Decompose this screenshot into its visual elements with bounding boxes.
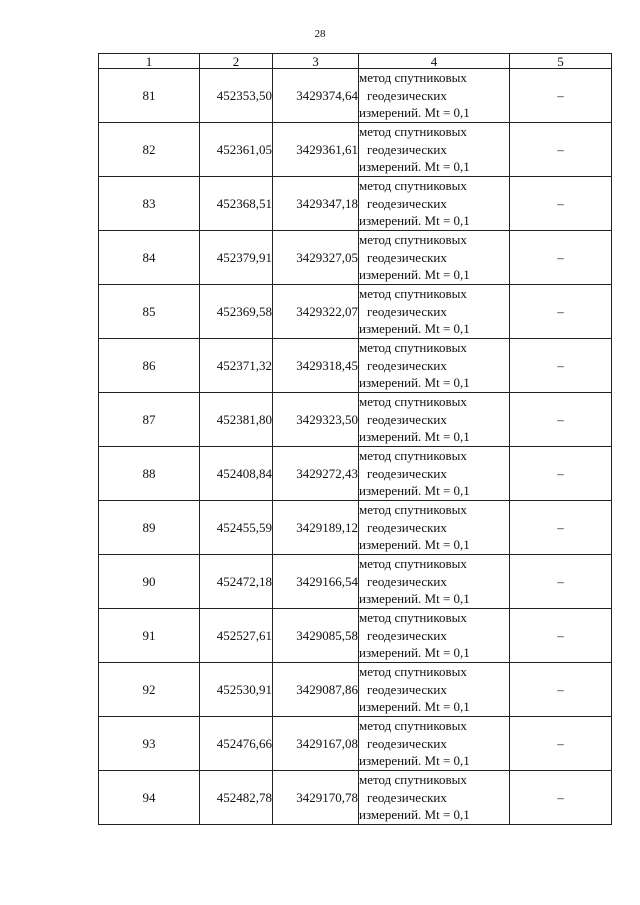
table-row bbox=[99, 663, 612, 717]
point-number: 88 bbox=[99, 447, 200, 501]
table-row bbox=[99, 609, 612, 663]
determination-method bbox=[359, 609, 510, 663]
coordinate-y: 3429167,08 bbox=[273, 717, 359, 771]
method-line-3: измерений. Mt = 0,1 bbox=[359, 807, 470, 823]
method-line-2: геодезических bbox=[367, 411, 447, 427]
column-5-value: – bbox=[510, 231, 612, 285]
coordinate-x: 452527,61 bbox=[200, 609, 273, 663]
column-header-2: 2 bbox=[200, 54, 273, 69]
coordinate-x: 452368,51 bbox=[200, 177, 273, 231]
column-5-value: – bbox=[510, 285, 612, 339]
coordinate-x: 452408,84 bbox=[200, 447, 273, 501]
method-line-2: геодезических bbox=[367, 195, 447, 211]
determination-method bbox=[359, 555, 510, 609]
table-row bbox=[99, 393, 612, 447]
method-line-1: метод спутниковых bbox=[359, 178, 467, 194]
coordinate-y: 3429327,05 bbox=[273, 231, 359, 285]
method-line-2: геодезических bbox=[367, 789, 447, 805]
method-line-2: геодезических bbox=[367, 627, 447, 643]
table-row bbox=[99, 717, 612, 771]
coordinate-y: 3429374,64 bbox=[273, 69, 359, 123]
method-line-2: геодезических bbox=[367, 681, 447, 697]
determination-method bbox=[359, 717, 510, 771]
column-header-5: 5 bbox=[510, 54, 612, 69]
coordinate-y: 3429170,78 bbox=[273, 771, 359, 825]
point-number: 93 bbox=[99, 717, 200, 771]
coordinate-x: 452361,05 bbox=[200, 123, 273, 177]
coordinate-y: 3429323,50 bbox=[273, 393, 359, 447]
method-line-1: метод спутниковых bbox=[359, 610, 467, 626]
column-header-3: 3 bbox=[273, 54, 359, 69]
method-line-2: геодезических bbox=[367, 735, 447, 751]
coordinate-x: 452482,78 bbox=[200, 771, 273, 825]
method-line-3: измерений. Mt = 0,1 bbox=[359, 699, 470, 715]
method-line-1: метод спутниковых bbox=[359, 556, 467, 572]
point-number: 91 bbox=[99, 609, 200, 663]
determination-method bbox=[359, 339, 510, 393]
method-line-3: измерений. Mt = 0,1 bbox=[359, 375, 470, 391]
method-line-2: геодезических bbox=[367, 87, 447, 103]
column-header-1: 1 bbox=[99, 54, 200, 69]
coordinate-x: 452369,58 bbox=[200, 285, 273, 339]
coordinate-y: 3429087,86 bbox=[273, 663, 359, 717]
method-line-2: геодезических bbox=[367, 465, 447, 481]
method-line-2: геодезических bbox=[367, 249, 447, 265]
coordinate-x: 452472,18 bbox=[200, 555, 273, 609]
column-5-value: – bbox=[510, 393, 612, 447]
method-line-1: метод спутниковых bbox=[359, 340, 467, 356]
method-line-1: метод спутниковых bbox=[359, 70, 467, 86]
coordinate-y: 3429361,61 bbox=[273, 123, 359, 177]
table-row bbox=[99, 177, 612, 231]
coordinate-x: 452455,59 bbox=[200, 501, 273, 555]
point-number: 90 bbox=[99, 555, 200, 609]
column-header-4: 4 bbox=[359, 54, 510, 69]
determination-method bbox=[359, 393, 510, 447]
determination-method bbox=[359, 771, 510, 825]
method-line-2: геодезических bbox=[367, 573, 447, 589]
coordinate-x: 452530,91 bbox=[200, 663, 273, 717]
method-line-2: геодезических bbox=[367, 141, 447, 157]
method-line-3: измерений. Mt = 0,1 bbox=[359, 591, 470, 607]
coordinate-y: 3429085,58 bbox=[273, 609, 359, 663]
determination-method bbox=[359, 123, 510, 177]
method-line-1: метод спутниковых bbox=[359, 718, 467, 734]
coordinate-y: 3429166,54 bbox=[273, 555, 359, 609]
determination-method bbox=[359, 447, 510, 501]
method-line-3: измерений. Mt = 0,1 bbox=[359, 213, 470, 229]
method-line-3: измерений. Mt = 0,1 bbox=[359, 105, 470, 121]
point-number: 87 bbox=[99, 393, 200, 447]
coordinate-y: 3429347,18 bbox=[273, 177, 359, 231]
table-row bbox=[99, 339, 612, 393]
coordinates-table bbox=[98, 53, 612, 825]
method-line-3: измерений. Mt = 0,1 bbox=[359, 483, 470, 499]
determination-method bbox=[359, 69, 510, 123]
method-line-2: геодезических bbox=[367, 357, 447, 373]
method-line-3: измерений. Mt = 0,1 bbox=[359, 429, 470, 445]
method-line-3: измерений. Mt = 0,1 bbox=[359, 159, 470, 175]
coordinate-x: 452353,50 bbox=[200, 69, 273, 123]
column-5-value: – bbox=[510, 609, 612, 663]
point-number: 92 bbox=[99, 663, 200, 717]
point-number: 89 bbox=[99, 501, 200, 555]
table-header-row bbox=[99, 54, 612, 69]
table-row bbox=[99, 285, 612, 339]
column-5-value: – bbox=[510, 663, 612, 717]
point-number: 85 bbox=[99, 285, 200, 339]
table-row bbox=[99, 447, 612, 501]
table-body bbox=[99, 69, 612, 825]
column-5-value: – bbox=[510, 555, 612, 609]
determination-method bbox=[359, 285, 510, 339]
method-line-3: измерений. Mt = 0,1 bbox=[359, 321, 470, 337]
method-line-2: геодезических bbox=[367, 519, 447, 535]
method-line-1: метод спутниковых bbox=[359, 124, 467, 140]
column-5-value: – bbox=[510, 501, 612, 555]
column-5-value: – bbox=[510, 69, 612, 123]
method-line-1: метод спутниковых bbox=[359, 772, 467, 788]
column-5-value: – bbox=[510, 339, 612, 393]
table-row bbox=[99, 771, 612, 825]
table-row bbox=[99, 123, 612, 177]
point-number: 83 bbox=[99, 177, 200, 231]
coordinate-x: 452476,66 bbox=[200, 717, 273, 771]
point-number: 81 bbox=[99, 69, 200, 123]
page-number: 28 bbox=[314, 28, 326, 40]
column-5-value: – bbox=[510, 177, 612, 231]
method-line-2: геодезических bbox=[367, 303, 447, 319]
column-5-value: – bbox=[510, 717, 612, 771]
point-number: 84 bbox=[99, 231, 200, 285]
method-line-1: метод спутниковых bbox=[359, 232, 467, 248]
table-row bbox=[99, 231, 612, 285]
table-row bbox=[99, 501, 612, 555]
point-number: 82 bbox=[99, 123, 200, 177]
table-row bbox=[99, 555, 612, 609]
determination-method bbox=[359, 231, 510, 285]
determination-method bbox=[359, 501, 510, 555]
method-line-1: метод спутниковых bbox=[359, 394, 467, 410]
method-line-3: измерений. Mt = 0,1 bbox=[359, 753, 470, 769]
method-line-3: измерений. Mt = 0,1 bbox=[359, 645, 470, 661]
method-line-1: метод спутниковых bbox=[359, 286, 467, 302]
coordinate-y: 3429322,07 bbox=[273, 285, 359, 339]
column-5-value: – bbox=[510, 771, 612, 825]
coordinate-y: 3429318,45 bbox=[273, 339, 359, 393]
method-line-3: измерений. Mt = 0,1 bbox=[359, 267, 470, 283]
coordinate-x: 452379,91 bbox=[200, 231, 273, 285]
table-row bbox=[99, 69, 612, 123]
column-5-value: – bbox=[510, 447, 612, 501]
determination-method bbox=[359, 663, 510, 717]
coordinate-x: 452371,32 bbox=[200, 339, 273, 393]
point-number: 86 bbox=[99, 339, 200, 393]
coordinate-y: 3429272,43 bbox=[273, 447, 359, 501]
coordinate-y: 3429189,12 bbox=[273, 501, 359, 555]
method-line-1: метод спутниковых bbox=[359, 502, 467, 518]
coordinate-x: 452381,80 bbox=[200, 393, 273, 447]
method-line-3: измерений. Mt = 0,1 bbox=[359, 537, 470, 553]
determination-method bbox=[359, 177, 510, 231]
method-line-1: метод спутниковых bbox=[359, 664, 467, 680]
method-line-1: метод спутниковых bbox=[359, 448, 467, 464]
point-number: 94 bbox=[99, 771, 200, 825]
column-5-value: – bbox=[510, 123, 612, 177]
